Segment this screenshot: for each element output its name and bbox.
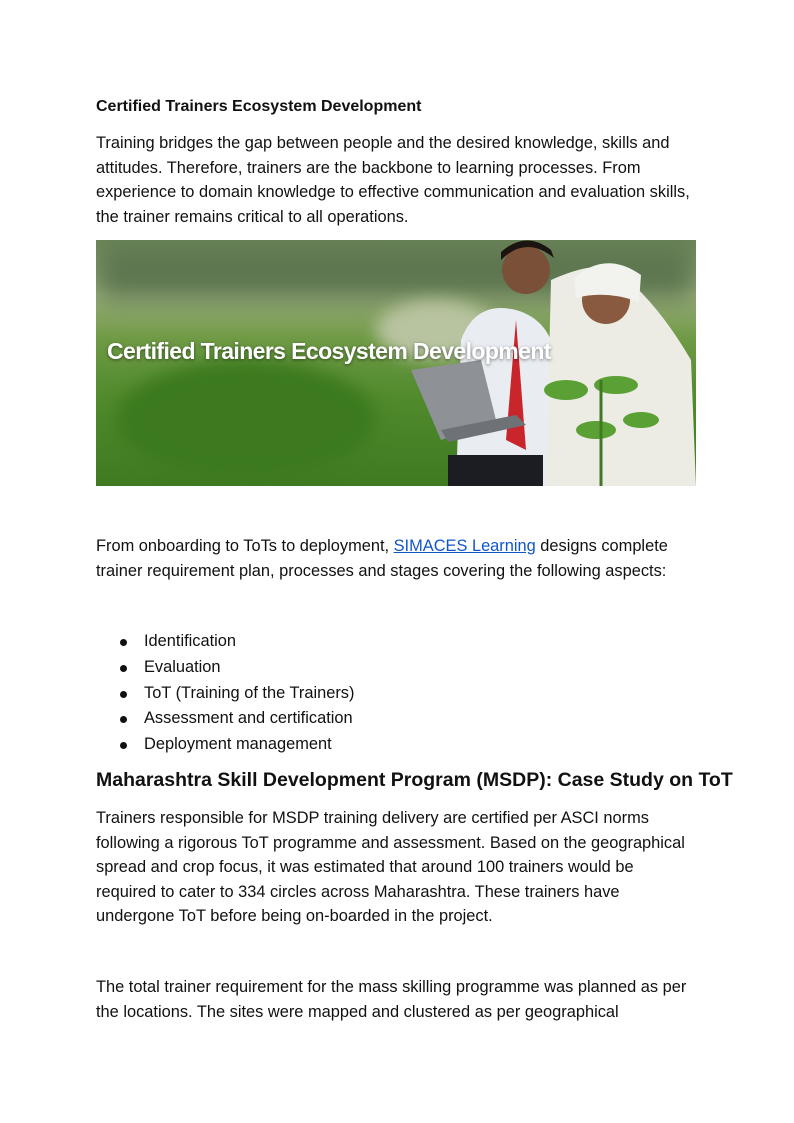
case-study-paragraph: Trainers responsible for MSDP training delivery are certified per ASCI norms following a rigorous ToT programme and assessment. Based on the geographical spread and crop focus, it was estimated that around 100 trainers would be required to cater to 334 circles across Maharashtra. These trainers have undergone ToT before being on-boarded in the project. (96, 809, 685, 926)
onboarding-paragraph (96, 534, 701, 583)
banner-title: Certified Trainers Ecosystem Development (107, 338, 551, 364)
final-paragraph: The total trainer requirement for the mass skilling programme was planned as per the locations. The sites were mapped and clustered as per geographical (96, 978, 687, 1021)
list-item: Evaluation (96, 655, 706, 681)
list-item: Deployment management (96, 732, 706, 758)
para-text: designs complete trainer requirement plan, processes and stages covering the following aspects: (96, 537, 668, 580)
case-study-heading: Maharashtra Skill Development Program (MSDP): Case Study on ToT (96, 769, 733, 791)
para-text: From onboarding to ToTs to deployment, (96, 537, 394, 555)
list-item: ToT (Training of the Trainers) (96, 681, 706, 707)
list-item: Identification (96, 629, 706, 655)
aspects-list (96, 629, 706, 758)
intro-paragraph: Training bridges the gap between people and the desired knowledge, skills and attitudes. Therefore, trainers are the backbone to learning processes. From experience to domain knowledge to effective communication and evaluation skills, the trainer remains critical to all operations. (96, 134, 690, 226)
banner-image (96, 240, 696, 486)
simaces-learning-link[interactable]: SIMACES Learning (393, 537, 536, 555)
list-item: Assessment and certification (96, 706, 706, 732)
section-title: Certified Trainers Ecosystem Development (96, 98, 422, 115)
